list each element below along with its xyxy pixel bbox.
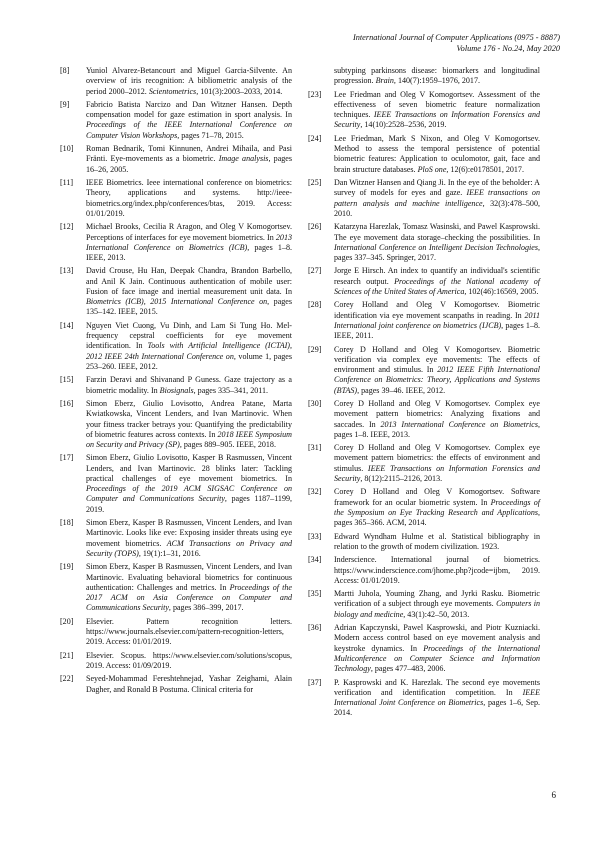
reference-text: Katarzyna Harezlak, Tomasz Wasinski, and Pawel Kasprowski. The eye movement data storage–checking the possibilities. In — [334, 222, 540, 242]
reference-number: [25] — [308, 178, 322, 188]
reference-venue: IEEE Transactions on Information Forensics and Security — [334, 463, 540, 483]
reference-venue: Tools with Artificial Intelligence (ICTAI), 2012 IEEE 24th International Conference on — [86, 341, 293, 361]
reference-text: , pages 1–8. IEEE, 2013. — [334, 419, 540, 439]
reference-item — [308, 345, 540, 396]
reference-venue: PloS one — [417, 164, 447, 174]
reference-item — [60, 399, 292, 450]
reference-item — [60, 651, 292, 672]
reference-text: Simon Eberz, Giulio Lovisotto, Andrea Patane, Marta Kwiatkowska, Vincent Lenders, and Ivan Martinovic. When your fitness tracker betrays you: Quantifying the predictability of biometric features across contexts. In — [86, 399, 292, 439]
reference-number: [18] — [60, 518, 74, 528]
reference-venue: IEEE transactions on pattern analysis and machine intelligence — [334, 188, 540, 208]
reference-venue: IEEE Transactions on Information Forensics and Security — [334, 110, 541, 130]
reference-number: [21] — [60, 650, 74, 660]
reference-item — [60, 321, 292, 372]
reference-venue: Proceedings of the 2017 ACM on Asia Conference on Computer and Communications Security — [86, 582, 292, 613]
reference-item — [308, 90, 540, 131]
reference-number: [37] — [308, 677, 322, 687]
reference-text: , 43(1):42–50, 2013. — [403, 609, 470, 619]
reference-number: [31] — [308, 443, 322, 453]
references-right-column — [308, 66, 540, 722]
reference-text: , 102(46):16569, 2005. — [464, 286, 539, 296]
reference-number: [28] — [308, 300, 322, 310]
reference-item — [60, 453, 292, 515]
reference-item — [308, 589, 540, 620]
reference-item — [308, 300, 540, 341]
reference-number: [26] — [308, 222, 322, 232]
reference-number: [36] — [308, 623, 322, 633]
reference-text: , pages 1–8. IEEE, 2013. — [86, 242, 292, 262]
reference-item — [308, 623, 540, 674]
reference-text: Corey D Holland and Oleg V Komogortsev. Software framework for an ocular biometric system. In — [334, 487, 540, 507]
reference-item — [60, 100, 292, 141]
reference-text: David Crouse, Hu Han, Deepak Chandra, Brandon Barbello, and Anil K Jain. Continuous authentication of mobile user: Fusion of face image and inertial measurement unit data. In — [86, 266, 292, 296]
reference-item — [308, 266, 540, 297]
reference-text: Elsevier. Pattern recognition letters. https://www.journals.elsevier.com/pattern-recognition-letters, 2019. Access: 01/01/2019. — [86, 616, 292, 647]
reference-venue: IEEE International Joint Conference on Biometrics — [334, 687, 540, 708]
reference-number: [9] — [60, 99, 70, 109]
reference-item — [60, 144, 292, 175]
reference-number: [20] — [60, 616, 74, 626]
reference-number: [23] — [308, 89, 322, 99]
references-left-column — [60, 66, 292, 698]
reference-venue: Proceedings of the International Multiconference on Computer Science and Information Technology — [334, 643, 541, 674]
reference-text: Dan Witzner Hansen and Qiang Ji. In the eye of the beholder: A survey of models for eyes and gaze. — [334, 178, 540, 198]
reference-text: Simon Eberz, Giulio Lovisotto, Kasper B Rasmussen, Vincent Lenders, and Ivan Martinovic. 28 blinks later: Tackling practical challenges of eye movement biometrics. In — [86, 453, 292, 483]
reference-item — [308, 532, 540, 553]
reference-number: [30] — [308, 399, 322, 408]
reference-venue: Biosignals — [159, 385, 194, 395]
reference-item — [60, 375, 292, 396]
reference-number: [22] — [60, 674, 74, 684]
reference-text: Yuniol Alvarez-Betancourt and Miguel Garcia-Silvente. An overview of iris recognition: A bibliometric analysis of the period 2000–2012. — [86, 66, 292, 96]
reference-number: [10] — [60, 144, 74, 154]
reference-number: [16] — [60, 399, 74, 408]
reference-text: , pages 71–78, 2015. — [177, 130, 244, 140]
reference-text: , pages 1–6, Sep. 2014. — [334, 698, 540, 718]
reference-venue: Brain — [375, 76, 394, 86]
reference-text: , 19(1):1–31, 2016. — [138, 548, 201, 558]
reference-venue: 2011 International joint conference on biometrics (IJCB) — [334, 310, 540, 330]
reference-text: , 101(3):2003–2033, 2014. — [196, 86, 283, 96]
reference-text: Lee Friedman, Mark S Nixon, and Oleg V Komogortsev. Method to assess the temporal persistence of potential biometric features: Application to oculomotor, gait, face and brain structure databases. — [334, 133, 540, 174]
reference-item — [60, 66, 292, 97]
reference-text: Corey Holland and Oleg V Komogortsev. Biometric identification via eye movement scanpaths in reading. In — [334, 300, 540, 320]
reference-number: [11] — [60, 178, 74, 188]
reference-text: , pages 1187–1199, 2019. — [86, 494, 292, 514]
reference-venue: International Conference on Intelligent Decision Technologies — [334, 242, 538, 252]
volume-info: Volume 176 - No.24, May 2020 — [456, 44, 560, 53]
reference-text: Jorge E Hirsch. An index to quantify an individual's scientific research output. — [334, 266, 540, 286]
reference-venue: 2013 International Conference on Biometrics (ICB) — [86, 232, 292, 252]
reference-number: [14] — [60, 320, 74, 330]
reference-text: , pages 335–341, 2011. — [193, 385, 269, 395]
page-number: 6 — [551, 790, 556, 800]
reference-number: [34] — [308, 555, 322, 565]
reference-item — [308, 399, 540, 440]
reference-item — [308, 178, 540, 219]
reference-text: Corey D Holland and Oleg V Komogortsev. Complex eye movement pattern biometrics: the effects of environment and stimulus. — [334, 443, 540, 473]
reference-text: Seyed-Mohammad Fereshtehnejad, Yashar Zeighami, Alain Dagher, and Ronald B Postuma. Clinical criteria for — [86, 674, 292, 694]
reference-text: , pages 1–8. IEEE, 2011. — [334, 320, 540, 341]
reference-venue: ACM Transactions on Privacy and Security (TOPS) — [86, 538, 292, 558]
reference-text: Martti Juhola, Youming Zhang, and Jyrki Rasku. Biometric verification of a subject through eye movements. — [334, 589, 540, 609]
reference-number: [35] — [308, 589, 322, 599]
reference-text: P. Kasprowski and K. Harezlak. The second eye movements verification and identification competition. In — [334, 677, 540, 697]
reference-text: Inderscience. International journal of biometrics. https://www.inderscience.com/jhome.php?jcode=ijbm, 2019. Access: 01/01/2019. — [334, 555, 540, 585]
reference-item — [308, 222, 540, 263]
reference-venue: Scientometrics — [148, 86, 197, 96]
reference-number: [19] — [60, 562, 74, 572]
reference-text: , 32(3):478–500, 2010. — [334, 198, 540, 218]
reference-item — [60, 222, 292, 263]
reference-item — [60, 178, 292, 219]
reference-text: , pages 365–366. ACM, 2014. — [334, 507, 540, 528]
reference-item — [60, 518, 292, 559]
reference-text: IEEE Biometrics. Ieee international conference on biometrics: Theory, applications and systems. http://ieee-biometrics.org/index.php/conferences/btas, 2019. Access: 01/01/2019. — [86, 178, 292, 218]
reference-item — [308, 66, 540, 87]
reference-venue: Proceedings of the National academy of Sciences of the United States of America — [334, 276, 540, 296]
reference-venue: Computers in biology and medicine — [334, 599, 541, 619]
reference-number: [24] — [308, 133, 322, 143]
reference-number: [32] — [308, 487, 322, 497]
reference-venue: Proceedings of the Symposium on Eye Tracking Research and Applications — [334, 497, 540, 517]
reference-item — [60, 617, 292, 648]
reference-text: Corey D Holland and Oleg V Komogortsev. Complex eye movement pattern biometrics: Analyzing fixations and saccades. In — [334, 399, 540, 429]
reference-text: Nguyen Viet Cuong, Vu Dinh, and Lam Si Tung Ho. Mel-frequency cepstral coefficients for eye movement identification. In — [86, 320, 292, 351]
reference-text: , pages 135–142. IEEE, 2015. — [86, 297, 292, 317]
reference-item — [308, 443, 540, 484]
reference-text: , pages 386–399, 2017. — [168, 603, 244, 613]
reference-number: [13] — [60, 266, 74, 276]
reference-item — [60, 562, 292, 613]
reference-text: Farzin Deravi and Shivanand P Guness. Gaze trajectory as a biometric modality. In — [86, 375, 292, 395]
reference-venue: Image analysis — [218, 154, 269, 164]
reference-item — [308, 678, 540, 719]
reference-venue: 2018 IEEE Symposium on Security and Privacy (SP) — [86, 429, 292, 449]
reference-text: Adrian Kapczynski, Pawel Kasprowski, and Piotr Kuzniacki. Modern access control based on eye movement analysis and keystroke dynamics. In — [334, 623, 540, 653]
reference-number: [27] — [308, 266, 322, 276]
reference-venue: Proceedings of the 2019 ACM SIGSAC Conference on Computer and Communications Security — [86, 484, 292, 504]
reference-venue: 2012 IEEE Fifth International Conference on Biometrics: Theory, Applications and Systems (BTAS) — [334, 365, 540, 395]
reference-text: , pages 39–46. IEEE, 2012. — [357, 385, 446, 395]
reference-text: , 8(12):2115–2126, 2013. — [360, 473, 443, 483]
reference-text: , 12(6):e0178501, 2017. — [446, 164, 524, 174]
reference-text: Michael Brooks, Cecilia R Aragon, and Oleg V Komogortsev. Perceptions of interfaces for eye movement biometrics. In — [86, 222, 292, 242]
reference-text: , pages 889–905. IEEE, 2018. — [179, 440, 276, 449]
reference-number: [17] — [60, 453, 74, 463]
reference-text: Roman Bednarik, Tomi Kinnunen, Andrei Mihaila, and Pasi Fränti. Eye-movements as a biometric. — [86, 144, 292, 164]
reference-item — [60, 266, 292, 317]
reference-text: , 14(10):2528–2536, 2019. — [360, 120, 447, 130]
reference-text: , pages 16–26, 2005. — [86, 154, 292, 174]
reference-text: , pages 477–483, 2006. — [370, 664, 446, 674]
reference-text: Elsevier. Scopus. https://www.elsevier.com/solutions/scopus, 2019. Access: 01/09/2019. — [86, 650, 292, 670]
reference-number: [8] — [60, 66, 70, 75]
reference-venue: 2013 International Conference on Biometrics — [380, 419, 538, 429]
reference-item — [308, 555, 540, 586]
reference-text: , volume 1, pages 253–260. IEEE, 2012. — [86, 351, 292, 371]
reference-text: subtyping parkinsons disease: biomarkers and longitudinal progression. — [334, 66, 540, 86]
reference-item — [308, 487, 540, 528]
reference-text: , pages 337–345. Springer, 2017. — [334, 242, 540, 262]
reference-number: [12] — [60, 222, 74, 232]
journal-name: International Journal of Computer Applications (0975 - 8887) — [352, 33, 560, 42]
reference-number: [29] — [308, 344, 322, 354]
reference-item — [60, 674, 292, 695]
reference-text: , 140(7):1959–1976, 2017. — [393, 76, 480, 86]
reference-item — [308, 134, 540, 175]
reference-text: Simon Eberz, Kasper B Rasmussen, Vincent Lenders, and Ivan Martinovic. Evaluating behavioral biometrics for continuous authentication: Challenges and metrics. In — [86, 562, 292, 592]
running-header — [353, 32, 560, 54]
reference-text: Corey D Holland and Oleg V Komogortsev. Biometric verification via complex eye movements: The effects of environment and stimulus. In — [334, 344, 540, 375]
reference-text: Lee Friedman and Oleg V Komogortsev. Assessment of the effectiveness of seven biometric feature normalization techniques. — [334, 89, 540, 120]
reference-text: Simon Eberz, Kasper B Rasmussen, Vincent Lenders, and Ivan Martinovic. Looks like eve: Exposing insider threats using eye movement biometrics. — [86, 518, 292, 548]
reference-number: [15] — [60, 375, 74, 385]
reference-text: Fabricio Batista Narcizo and Dan Witzner Hansen. Depth compensation model for gaze estimation in sport analysis. In — [86, 99, 292, 120]
reference-number: [33] — [308, 531, 322, 541]
reference-text: Edward Wyndham Hulme et al. Statistical bibliography in relation to the growth of modern civilization. 1923. — [334, 531, 540, 551]
reference-venue: Proceedings of the IEEE International Conference on Computer Vision Workshops — [86, 120, 292, 140]
reference-venue: Biometrics (ICB), 2015 International Conference on — [86, 297, 268, 307]
